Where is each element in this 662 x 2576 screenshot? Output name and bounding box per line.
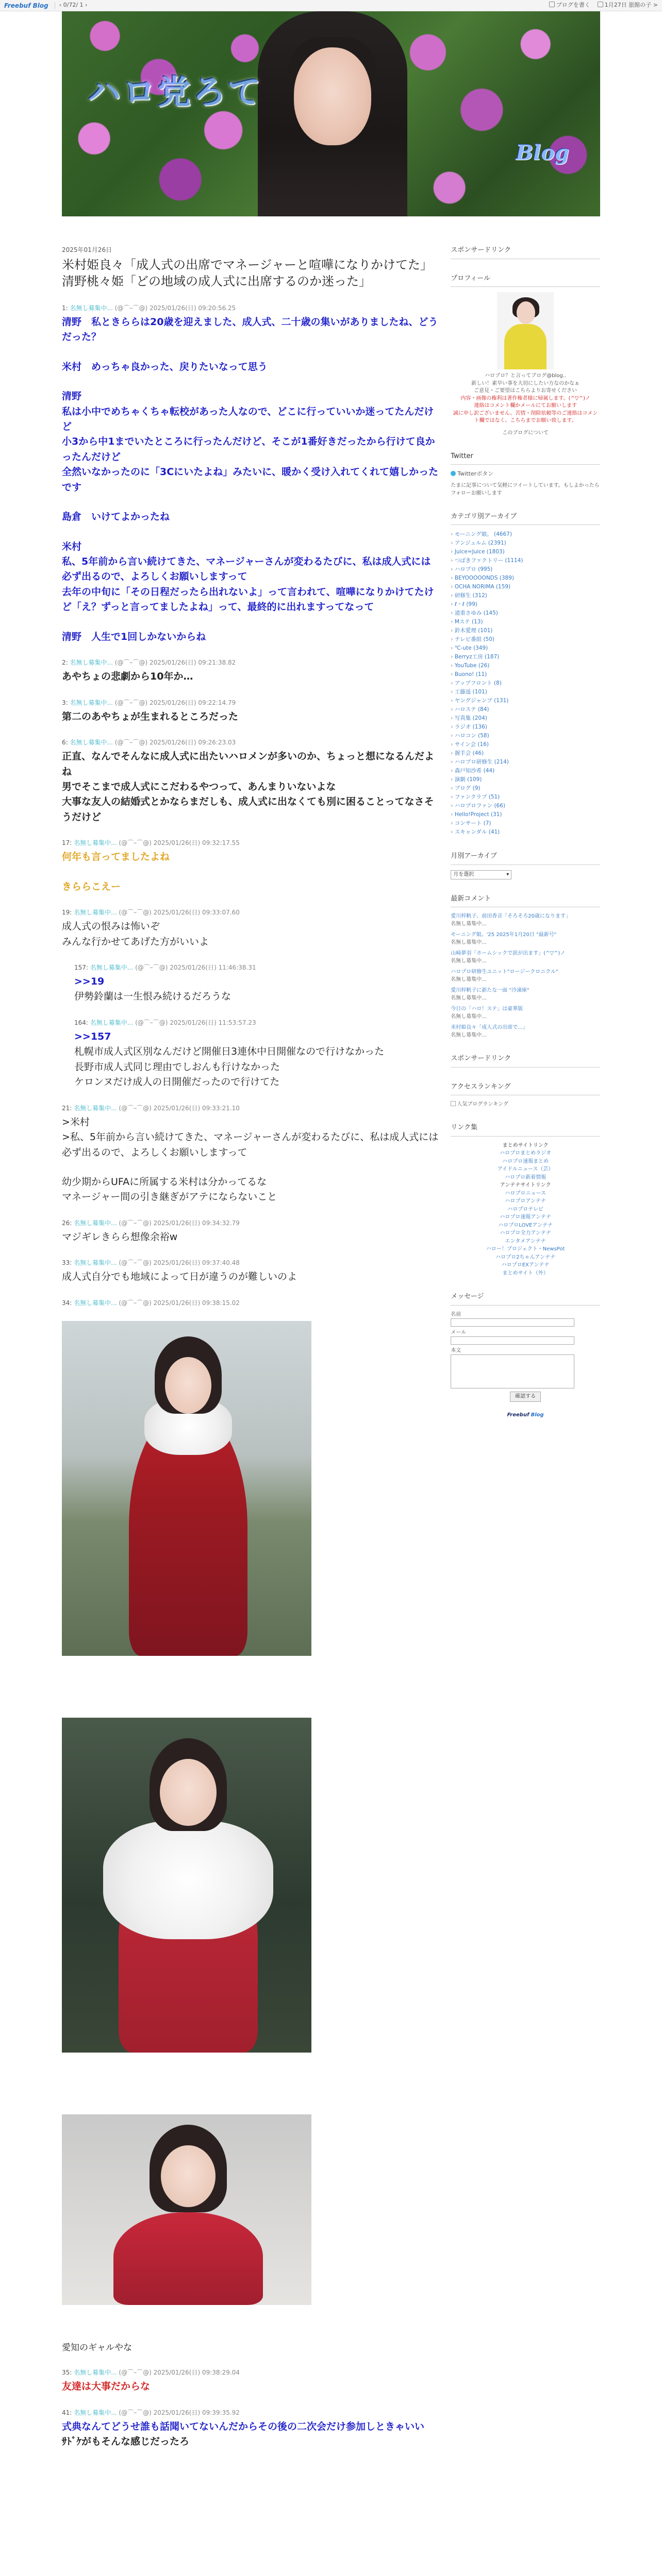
category-link[interactable]: › アップフロント (8) [451, 679, 600, 688]
comment-item [62, 738, 440, 825]
commenter-name[interactable]: 名無し募集中... [70, 699, 113, 706]
category-link[interactable]: › モーニング娘。 (4667) [451, 530, 600, 539]
category-link[interactable]: › 工藤遥 (101) [451, 688, 600, 697]
link-item[interactable]: ハロプロ全力アンテナ [500, 1230, 551, 1236]
comment-body [74, 974, 440, 1005]
comment-number: 17: [62, 839, 72, 847]
recent-comment-item [451, 968, 600, 984]
comment-body: 友達は大事だからな [62, 2381, 151, 2393]
access-ranking-block [451, 1082, 600, 1109]
reply-anchor-link[interactable]: >>19 [74, 976, 105, 988]
link-item[interactable]: ハロプロアンテナ [505, 1198, 546, 1204]
comment-line: 何年も言ってましたよね [62, 851, 170, 863]
calendar-icon [598, 2, 603, 7]
comment-body [62, 749, 440, 825]
link-item[interactable]: ハロー！プロジェクト・NewsPot [486, 1246, 565, 1252]
comment-item [62, 838, 440, 894]
comment-line: マネージャー間の引き継ぎがアテにならないこと [62, 1191, 277, 1203]
comment-line: >私、5年前から言い続けてきた、マネージャーさんが変わるたびに、私は成人式には必ず出るので、よろしくお願いしますって [62, 1131, 439, 1158]
twitter-button[interactable]: Twitterボタン [451, 470, 600, 479]
commenter-name[interactable]: 名無し募集中... [70, 304, 113, 312]
comment-item [62, 1104, 440, 1205]
links-block [451, 1123, 600, 1277]
recent-comment-item [451, 1024, 600, 1039]
mail-input[interactable] [451, 1336, 574, 1345]
category-link[interactable]: › Mステ (13) [451, 618, 600, 626]
commenter-name[interactable]: 名無し募集中... [70, 659, 113, 667]
comment-body [62, 1230, 440, 1245]
link-item[interactable]: まとめサイト（外） [502, 1270, 549, 1276]
comment-line: 米村 [62, 540, 82, 552]
link-item[interactable]: ハロプロ2ちゃんアンテナ [495, 1254, 556, 1260]
recent-comment-author: 名無し募集中... [451, 958, 487, 964]
comment-timestamp: 2025/01/26(日) 09:26:23.03 [150, 739, 236, 747]
recent-comment-title[interactable]: ハロプロ研修生ユニット"ロージークロニクル" [451, 969, 558, 975]
name-input[interactable] [451, 1318, 574, 1327]
recent-comment-author: 名無し募集中... [451, 995, 487, 1001]
profile-block [451, 274, 600, 437]
comment-timestamp: 2025/01/26(日) 09:33:21.10 [153, 1104, 240, 1112]
comment-line: >米村 [62, 1116, 90, 1128]
body-textarea[interactable] [451, 1354, 574, 1388]
profile-avatar[interactable] [497, 292, 554, 369]
comment-header [62, 303, 440, 313]
category-link[interactable]: › Buono! (11) [451, 670, 600, 679]
commenter-name[interactable]: 名無し募集中... [70, 739, 113, 747]
powered-by[interactable]: Freebuf Blog [507, 1412, 544, 1418]
photo-figure-face [160, 1759, 217, 1826]
recent-comment-author: 名無し募集中... [451, 1014, 487, 1020]
comment-line: 清野 [62, 391, 82, 402]
commenter-name[interactable]: 名無し募集中... [74, 2409, 117, 2416]
commenter-id: (@⌒ｰ⌒@) [135, 964, 168, 972]
comment-item [74, 963, 440, 1005]
comment-line: マジギレきらら想像余裕w [62, 1231, 178, 1243]
sponsored-block [451, 245, 600, 259]
photo-kimono-white-fur[interactable] [62, 1718, 311, 2053]
comment-line: 清野 私ときららは20歳を迎えました、成人式、二十歳の集いがありましたね、どうだった？ [62, 316, 438, 343]
recent-comment-author: 名無し募集中... [451, 977, 487, 982]
comment-number: 33: [62, 1259, 72, 1267]
recent-comment-item [451, 987, 600, 1002]
post-date: 2025年01月26日 [62, 246, 112, 253]
category-link[interactable]: › 道重さゆみ (145) [451, 609, 600, 618]
comment-item [62, 2408, 440, 2450]
link-item[interactable]: アンテナサイトリンク [500, 1182, 551, 1188]
line-gap [62, 495, 440, 510]
comment-header [62, 838, 440, 848]
commenter-id: (@⌒ｰ⌒@) [114, 659, 148, 667]
line-gap [62, 525, 440, 539]
link-item[interactable]: ハロプロ速報まとめ [502, 1158, 549, 1164]
line-gap [62, 375, 440, 389]
service-logo[interactable]: Freebuf Blog [4, 2, 48, 9]
recent-comment-item [451, 950, 600, 965]
category-link[interactable]: › 演劇 (109) [451, 775, 600, 784]
monthly-archive-block [451, 851, 600, 879]
photo-kimono-red[interactable] [62, 1321, 311, 1656]
comment-number: 2: [62, 659, 68, 667]
comment-line: 去年の中旬に「その日程だったら出れないよ」って言われて、喧嘩になりかけてたけど「え？ずっと言ってましたよね」って、最終的に出れますってなって [62, 586, 434, 613]
commenter-id: (@⌒ｰ⌒@) [119, 1104, 152, 1112]
category-link[interactable]: › Hello!Project (31) [451, 810, 600, 819]
twitter-title: Twitter [451, 451, 600, 465]
comment-line: 大事な友人の結婚式とかならまだしも、成人式に出なくても別に困ることってなさそうだけど [62, 796, 434, 823]
line-gap [62, 345, 440, 360]
name-label: 名前 [451, 1311, 461, 1317]
comment-item [62, 2368, 440, 2394]
commenter-id: (@⌒ｰ⌒@) [114, 739, 148, 747]
chevron-down-icon: ▾ [506, 872, 509, 877]
comment-item [62, 658, 440, 684]
comment-line: 幼少期からUFAに所属する米村は分かってるな [62, 1176, 267, 1188]
comment-body [62, 1269, 440, 1284]
bird-icon [451, 471, 456, 476]
category-link[interactable]: › Juice=Juice (1803) [451, 548, 600, 556]
comment-header [74, 963, 440, 972]
comment-timestamp: 2025/01/26(日) 09:38:15.02 [153, 1299, 240, 1307]
link-item[interactable]: まとめサイトリンク [502, 1142, 549, 1148]
category-link[interactable]: › YouTube (26) [451, 662, 600, 670]
comment-number: 21: [62, 1104, 72, 1112]
commenter-name[interactable]: 名無し募集中... [74, 909, 117, 917]
photo-figure-face [165, 1357, 211, 1414]
sidebar [444, 245, 600, 2463]
recent-comment-title[interactable]: 米村姫良々「成人式の出席で...」 [451, 1025, 528, 1030]
commenter-name[interactable]: 名無し募集中... [74, 1259, 117, 1267]
post-title[interactable]: 米村姫良々「成人式の出席でマネージャーと喧嘩になりかけてた」清野桃々姫「どの地域の成人式に出席するのか迷った」 [62, 258, 433, 289]
category-link[interactable]: › ハロプロファン (66) [451, 802, 600, 810]
comment-header [62, 658, 440, 667]
monthly-title: 月別アーカイブ [451, 851, 600, 865]
category-link[interactable]: › ハロプロ研修生 (214) [451, 758, 600, 767]
comment-header [62, 1298, 440, 1308]
recent-comment-item [451, 912, 600, 928]
comment-line: 長野市成人式同じ理由でしおんも行けなかった [74, 1061, 280, 1073]
comment-timestamp: 2025/01/26(日) 11:53:57.23 [170, 1019, 256, 1026]
comment-body [62, 850, 440, 894]
category-link[interactable]: › 鈴木愛理 (101) [451, 626, 600, 635]
comment-body [74, 1029, 440, 1090]
comment-line: 清野 人生で1回しかないからね [62, 631, 206, 642]
commenter-id: (@⌒ｰ⌒@) [119, 1299, 152, 1307]
comment-line: きららこえー [62, 880, 121, 892]
comment-header [62, 698, 440, 707]
links-list [451, 1142, 600, 1278]
category-link[interactable]: › ファンクラブ (51) [451, 793, 600, 802]
recent-comments-title: 最新コメント [451, 894, 600, 908]
commenter-name[interactable]: 名無し募集中... [74, 1219, 117, 1227]
comment-body [62, 669, 440, 684]
category-link[interactable]: › 握手会 (46) [451, 749, 600, 758]
sponsored-block-2 [451, 1054, 600, 1067]
category-link[interactable]: › スキャンダル (41) [451, 828, 600, 837]
comment-item [62, 1218, 440, 1245]
comment-body [62, 1115, 440, 1205]
recent-comment-author: 名無し募集中... [451, 1032, 487, 1038]
comment-timestamp: 2025/01/26(日) 09:21:38.82 [150, 659, 236, 667]
category-link[interactable]: › ℓ・ℓ (99) [451, 600, 600, 609]
comment-line: あやちょの悲劇から10年か… [62, 671, 193, 683]
ranking-banner[interactable]: 人気ブログランキング [451, 1100, 600, 1108]
recent-comment-author: 名無し募集中... [451, 921, 487, 927]
category-link[interactable]: › OCHA NORIMA (159) [451, 583, 600, 591]
category-link[interactable]: › ハロコン (58) [451, 732, 600, 740]
comment-timestamp: 2025/01/26(日) 09:32:17.55 [153, 839, 240, 847]
line-gap [62, 865, 440, 879]
category-link[interactable]: › 研修生 (312) [451, 591, 600, 600]
blog-title: ハロ党ろて [88, 73, 263, 112]
link-item[interactable]: ハロプロ新着情報 [505, 1174, 547, 1180]
category-link[interactable]: › 森戸知沙希 (44) [451, 767, 600, 775]
photo-figure-face [161, 2145, 216, 2207]
comment-number: 19: [62, 909, 72, 917]
category-link[interactable]: › ヤングジャンプ (131) [451, 697, 600, 705]
category-link[interactable]: › コンサート (7) [451, 819, 600, 828]
category-link[interactable]: › ハロステ (84) [451, 705, 600, 714]
comment-number: 157: [74, 964, 88, 972]
header-photo-face [294, 47, 371, 145]
photo-caption: 愛知のギャルやな [62, 2342, 132, 2353]
comment-header: 35: 名無し募集中... (@⌒ｰ⌒@) 2025/01/26(日) 09:38:29.04 [62, 2369, 240, 2377]
category-link[interactable]: › ハロプロ (995) [451, 565, 600, 574]
comment-timestamp: 2025/01/26(日) 11:46:38.31 [170, 964, 256, 972]
commenter-id: (@⌒ｰ⌒@) [114, 304, 148, 312]
pencil-icon [549, 2, 555, 7]
mail-label: メール [451, 1329, 467, 1335]
top-bar [0, 0, 662, 11]
category-list [451, 530, 600, 837]
comment-timestamp: 2025/01/26(日) 09:22:14.79 [150, 699, 236, 706]
comment-item [62, 908, 440, 950]
photo-fur-collar [103, 1821, 273, 1939]
date-link[interactable]: 1月27日 旅館の子 > [598, 1, 658, 10]
link-item[interactable]: ハロプロテレビ [507, 1206, 544, 1212]
comment-item [62, 1258, 440, 1284]
comment-item [62, 1298, 440, 1308]
comment-line: 私、5年前から言い続けてきた、マネージャーさんが変わるたびに、私は成人式には必ず出るので、よろしくお願いしますって [62, 556, 431, 583]
commenter-id: (@⌒ｰ⌒@) [119, 909, 152, 917]
comment-header [62, 908, 440, 917]
write-blog-link[interactable]: ブログを書く [549, 1, 590, 10]
category-link[interactable]: › 写真集 (204) [451, 714, 600, 723]
comment-timestamp: 2025/01/26(日) 09:20:56.25 [150, 304, 236, 312]
commenter-id: (@⌒ｰ⌒@) [135, 1019, 168, 1026]
page-indicator[interactable]: ‹ 0/72/ 1 › [59, 2, 88, 9]
commenter-name[interactable]: 名無し募集中... [90, 964, 134, 972]
comment-header [62, 1218, 440, 1228]
comment-line: 成人式の恨みは怖いぞ [62, 921, 160, 933]
link-item[interactable]: ハロプロまとめラジオ [500, 1150, 552, 1156]
comment-number: 6: [62, 739, 68, 747]
commenter-id: (@⌒ｰ⌒@) [119, 1219, 152, 1227]
comment-line: ケロンヌだけ成人の日開催だったので行けてた [74, 1076, 280, 1088]
link-item[interactable]: エンタメアンテナ [505, 1238, 546, 1244]
link-item[interactable]: ハロプロLOVEアンテナ [498, 1222, 553, 1228]
twitter-note: たまに記事について気軽にツイートしています。もしよかったらフォローお願いします [451, 482, 600, 496]
recent-comments-block [451, 894, 600, 1040]
commenter-name[interactable]: 名無し募集中... [90, 1019, 134, 1026]
comment-header: 41: 名無し募集中... (@⌒ｰ⌒@) 2025/01/26(日) 09:39:35.92 [62, 2409, 240, 2416]
recent-comment-title[interactable]: 愛川梓帆子、前田香音「そろそろ20歳になります」 [451, 913, 571, 919]
commenter-name[interactable]: 名無し募集中... [74, 1299, 117, 1307]
recent-comment-item [451, 931, 600, 946]
line-gap [62, 615, 440, 630]
profile-description: ハロプロ？と言ってブログ@blog.. 新しい！素早い事を大切にしたい方なのかなぁ ご意見・ご要望はこちらよりお寄せください 内容・画像の権利は著作権者様に帰属します。(^▽^)ノ 連絡はコメント欄かメールにてお願いします 誠に申し訳ございません。苦情・削除依頼等のご連絡はコメント欄ではなく、こちらまでお願い致します。 [453, 373, 598, 423]
commenter-name[interactable]: 名無し募集中... [74, 2369, 117, 2377]
body-label: 本文 [451, 1347, 461, 1353]
comment-item [74, 1018, 440, 1090]
comment-line: 全然いなかったのに「3Cにいたよね」みたいに、暖かく受け入れてくれて嬉しかったです [62, 466, 439, 493]
link-item[interactable]: ハロプロEXアンテナ [501, 1262, 550, 1268]
comment-item [62, 698, 440, 724]
message-block [451, 1292, 600, 1419]
category-link[interactable]: › つばきファクトリー (1114) [451, 556, 600, 565]
comment-body: 式典なんてどうせ誰も話聞いてないんだからその後の二次会だけ参加しときゃいい ｻﾄﾞｹがもそんな感じだったろ [62, 2420, 425, 2447]
comment-header [62, 1104, 440, 1113]
comment-body [62, 709, 440, 724]
photo-kimono-heart-hands[interactable] [62, 2114, 311, 2305]
commenter-name[interactable]: 名無し募集中... [74, 839, 117, 847]
image-icon [451, 1101, 456, 1106]
category-title: カテゴリ別アーカイブ [451, 512, 600, 526]
category-link[interactable]: › BEYOOOOONDS (389) [451, 574, 600, 583]
commenter-id: (@⌒ｰ⌒@) [114, 699, 148, 706]
message-title: メッセージ [451, 1292, 600, 1306]
comment-line: 米村 めっちゃ良かった、戻りたいなって思う [62, 361, 268, 372]
category-link[interactable]: › ブログ (9) [451, 784, 600, 793]
commenter-id: (@⌒ｰ⌒@) [119, 839, 152, 847]
comment-line: 私は小中でめちゃくちゃ転校があった人なので、どこに行っていいか迷ってたんだけど [62, 405, 434, 432]
comment-line: 男でそこまで成人式にこだわるやつって、あんまりいないよな [62, 781, 336, 792]
confirm-button[interactable]: 確認する [510, 1392, 541, 1402]
recent-comment-item [451, 1005, 600, 1021]
comment-number: 164: [74, 1019, 88, 1026]
category-link[interactable]: › Berryz工房 (187) [451, 653, 600, 662]
link-item[interactable]: ハロプロ速報アンテナ [500, 1214, 551, 1220]
comment-line: 成人式自分でも地域によって日が違うのが難しいのよ [62, 1271, 297, 1283]
category-link[interactable]: › ℃-ute (349) [451, 644, 600, 653]
link-item[interactable]: ハロプロニュース [505, 1190, 546, 1196]
comment-line: 伊勢鈴蘭は一生恨み続けるだろうな [74, 991, 231, 1003]
comment-body [62, 315, 440, 645]
commenter-name[interactable]: 名無し募集中... [74, 1104, 117, 1112]
comment-line: 正直、なんでそんなに成人式に出たいハロメンが多いのか、ちょっと想になるんだよね [62, 751, 435, 777]
recent-comments-list [451, 912, 600, 1039]
comment-timestamp: 2025/01/26(日) 09:37:40.48 [153, 1259, 240, 1267]
comment-timestamp: 2025/01/26(日) 09:33:07.60 [153, 909, 240, 917]
comment-line: 小3から中1までいたところに行ったんだけど、そこが1番好きだったから行けて良かったんだけど [62, 436, 435, 463]
category-link[interactable]: › テレビ番組 (50) [451, 635, 600, 644]
line-gap [62, 1160, 440, 1175]
recent-comment-author: 名無し募集中... [451, 940, 487, 945]
commenter-id: (@⌒ｰ⌒@) [119, 1259, 152, 1267]
comment-line: 札幌市成人式区別なんだけど開催日3連休中日開催なので行けなかった [74, 1046, 385, 1058]
recent-comment-title[interactable]: 愛川梓帆子に新たな一面 "冷凍庫" [451, 988, 529, 993]
link-item[interactable]: アイドルニュース（芸） [497, 1166, 554, 1172]
profile-title: プロフィール [451, 274, 600, 287]
comment-header [74, 1018, 440, 1027]
recent-comment-title[interactable]: 山﨑夢羽「ホームシックで涙が出ます」(^▽^)ノ [451, 951, 566, 956]
comment-line: 島倉 いけてよかったね [62, 511, 170, 523]
comment-timestamp: 2025/01/26(日) 09:34:32.79 [153, 1219, 240, 1227]
reply-anchor-link[interactable]: >>157 [74, 1030, 111, 1042]
recent-comment-title[interactable]: 今日の「ハロ！ステ」は豪華版 [451, 1006, 523, 1012]
category-link[interactable]: › サイン会 (16) [451, 740, 600, 749]
access-ranking-title: アクセスランキング [451, 1082, 600, 1096]
blog-header-banner[interactable] [62, 11, 600, 216]
comment-number: 26: [62, 1219, 72, 1227]
sponsored-title-2: スポンサードリンク [451, 1054, 600, 1067]
month-select[interactable]: 月を選択 ▾ [451, 870, 511, 879]
category-link[interactable]: › アンジュルム (2391) [451, 539, 600, 548]
main-content [62, 245, 440, 2463]
about-blog-link[interactable]: このブログについて [502, 430, 549, 436]
sponsored-title: スポンサードリンク [451, 245, 600, 259]
comment-list [62, 303, 440, 1308]
comment-item [62, 303, 440, 645]
category-block [451, 512, 600, 837]
comment-number: 3: [62, 699, 68, 706]
blog-subtitle: Blog [516, 141, 569, 165]
comment-number: 1: [62, 304, 68, 312]
comment-header [62, 738, 440, 747]
category-link[interactable]: › ラジオ (136) [451, 723, 600, 732]
comment-number: 34: [62, 1299, 72, 1307]
comment-header [62, 1258, 440, 1267]
twitter-block [451, 451, 600, 497]
comment-body [62, 919, 440, 950]
photo-figure-body [113, 2212, 263, 2305]
comment-line: 第二のあやちょが生まれるところだった [62, 710, 239, 722]
links-title: リンク集 [451, 1123, 600, 1137]
recent-comment-title[interactable]: モーニング娘。'25 2025年1月20日 "最新号" [451, 932, 557, 938]
comment-line: みんな行かせてあげた方がいいよ [62, 936, 209, 947]
